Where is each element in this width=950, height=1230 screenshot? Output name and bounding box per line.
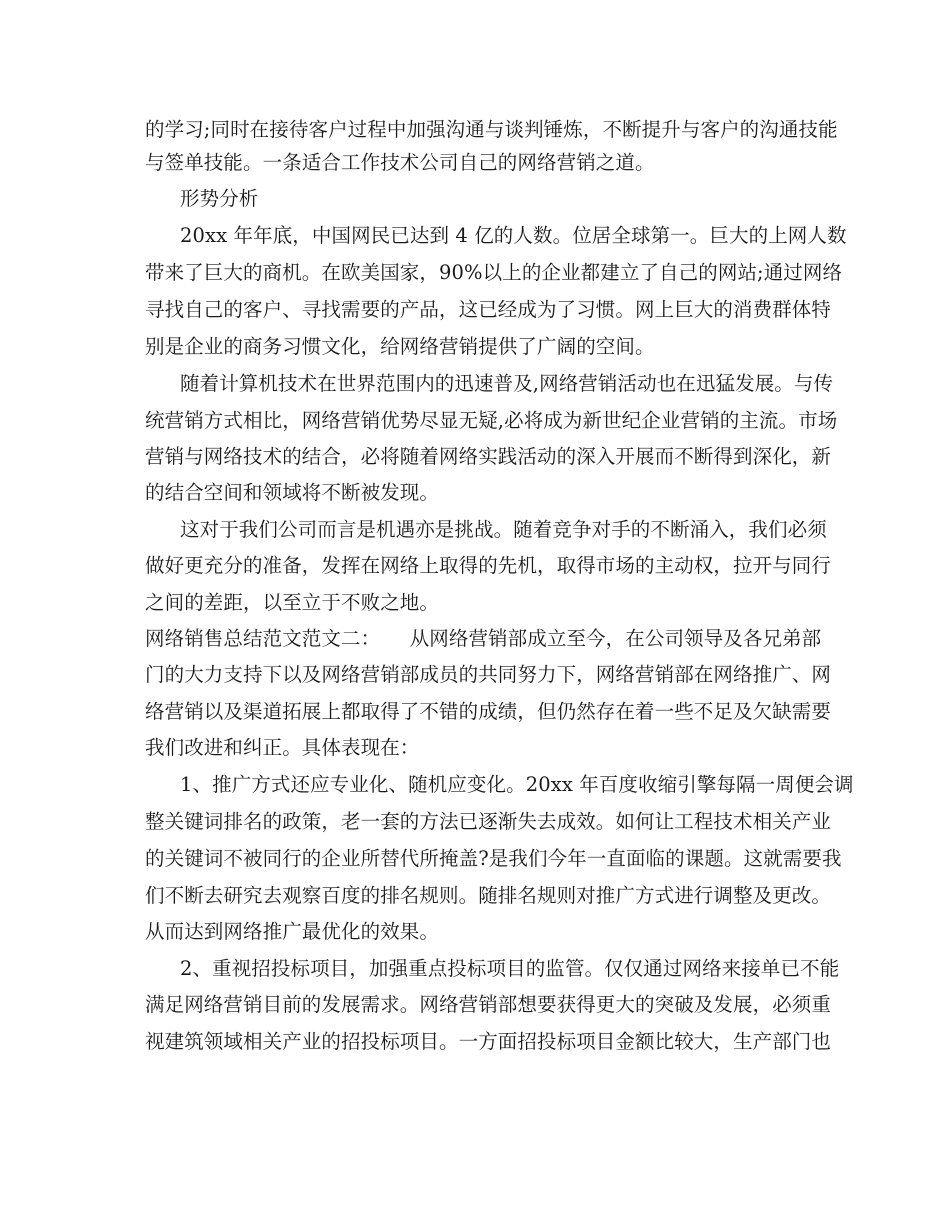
text-line: 的关键词不被同行的企业所替代所掩盖?是我们今年一直面临的课题。这就需要我 [145, 847, 842, 870]
text-line: 做好更充分的准备，发挥在网络上取得的先机，取得市场的主动权，拉开与同行 [145, 554, 832, 577]
text-line: 营销与网络技术的结合，必将随着网络实践活动的深入开展而不断得到深化，新 [145, 445, 832, 468]
text-line: 寻找自己的客户、寻找需要的产品，这已经成为了习惯。网上巨大的消费群体特 [145, 298, 832, 321]
text-line: 随着计算机技术在世界范围内的迅速普及,网络营销活动也在迅猛发展。与传 [180, 372, 834, 395]
text-line: 的结合空间和领域将不断被发现。 [145, 481, 440, 504]
text-line: 我们改进和纠正。具体表现在： [145, 736, 420, 759]
text-line: 之间的差距，以至立于不败之地。 [145, 591, 440, 614]
text-line: 们不断去研究去观察百度的排名规则。随排名规则对推广方式进行调整及更改。 [145, 884, 832, 907]
text-line: 门的大力支持下以及网络营销部成员的共同努力下，网络营销部在网络推广、网 [145, 663, 832, 686]
text-line: 从而达到网络推广最优化的效果。 [145, 920, 440, 943]
section-heading: 形势分析 [180, 187, 259, 210]
text-line: 的学习;同时在接待客户过程中加强沟通与谈判锤炼，不断提升与客户的沟通技能 [145, 118, 838, 141]
text-line: 视建筑领域相关产业的招投标项目。一方面招投标项目金额比较大，生产部门也 [145, 1030, 832, 1053]
text-line: 带来了巨大的商机。在欧美国家，90%以上的企业都建立了自己的网站;通过网络 [145, 261, 843, 284]
text-line: 20xx 年年底，中国网民已达到 4 亿的人数。位居全球第一。巨大的上网人数 [180, 224, 847, 247]
text-line: 整关键词排名的政策，老一套的方法已逐渐失去成效。如何让工程技术相关产业 [145, 810, 832, 833]
text-line: 2、重视招投标项目，加强重点投标项目的监管。仅仅通过网络来接单已不能 [180, 957, 840, 980]
text-line: 1、推广方式还应专业化、随机应变化。20xx 年百度收缩引擎每隔一周便会调 [180, 773, 854, 796]
text-line: 这对于我们公司而言是机遇亦是挑战。随着竞争对手的不断涌入，我们必须 [180, 518, 827, 541]
text-line: 网络销售总结范文范文二： 从网络营销部成立至今，在公司领导及各兄弟部 [145, 627, 822, 650]
text-line: 统营销方式相比，网络营销优势尽显无疑,必将成为新世纪企业营销的主流。市场 [145, 409, 838, 432]
text-line: 络营销以及渠道拓展上都取得了不错的成绩，但仍然存在着一些不足及欠缺需要 [145, 700, 832, 723]
text-line: 别是企业的商务习惯文化，给网络营销提供了广阔的空间。 [145, 335, 655, 358]
text-line: 满足网络营销目前的发展需求。网络营销部想要获得更大的突破及发展，必须重 [145, 993, 832, 1016]
text-line: 与签单技能。一条适合工作技术公司自己的网络营销之道。 [145, 151, 655, 174]
